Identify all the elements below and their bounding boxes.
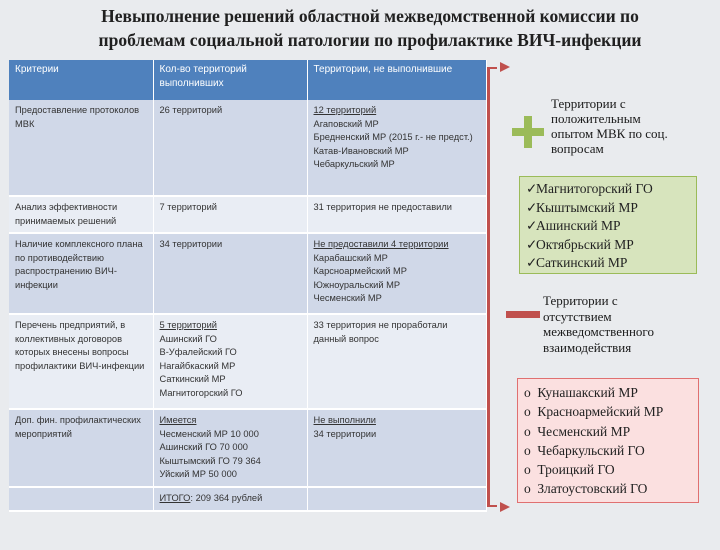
table-row [9, 409, 486, 487]
done-line: Ашинский ГО 70 000 [159, 442, 248, 452]
done-line: Уйский МР 50 000 [159, 469, 237, 479]
not-done-cell [307, 314, 486, 409]
not-done-head: Не выполнили [313, 415, 376, 425]
done-line: Ашинский ГО [159, 333, 217, 344]
positive-heading-line: вопросам [551, 141, 604, 156]
positive-list [519, 176, 697, 274]
circle-bullet-icon: o [524, 385, 531, 400]
done-cell [153, 233, 307, 314]
list-item: o Троицкий ГО [524, 460, 692, 479]
done-line: Саткинский МР [159, 374, 226, 384]
not-done-line: Карабашский МР [313, 252, 388, 263]
list-item: ✓Ашинский МР [526, 217, 690, 236]
list-item: ✓Саткинский МР [526, 254, 690, 273]
not-done-cell [307, 100, 486, 196]
positive-heading [551, 96, 701, 156]
list-item: o Кунашакский МР [524, 383, 692, 402]
done-line: Нагайбкаский МР [159, 360, 236, 371]
not-done-line: Южноуральский МР [313, 279, 401, 290]
header-done: Кол-во территорий выполнивших [153, 60, 307, 100]
table-total-row [9, 487, 486, 511]
not-done-line: 34 территории [313, 428, 377, 439]
not-done-cell [307, 233, 486, 314]
circle-bullet-icon: o [524, 462, 531, 478]
total-empty-cell [9, 487, 153, 511]
criterion-cell: Доп. фин. профилактических мероприятий [9, 409, 153, 487]
list-item: o Чесменский МР [524, 422, 692, 441]
title-line-2: проблемам социальной патологии по профилактике ВИЧ-инфекции [98, 30, 642, 50]
list-item: o Красноармейский МР [524, 402, 692, 421]
done-line: Чесменский МР 10 000 [159, 428, 259, 439]
criterion-cell: Перечень предприятий, в коллективных договоров которых внесены вопросы профилактики ВИЧ-инфекции [9, 314, 153, 409]
not-done-line: Карсноармейский МР [313, 266, 407, 276]
not-done-cell [307, 196, 486, 233]
page-title [40, 4, 700, 52]
negative-heading-line: отсутствием [543, 308, 612, 324]
not-done-cell [307, 409, 486, 487]
total-cell: ИТОГО: 209 364 рублей [153, 487, 307, 511]
not-done-line: Бредненский МР (2015 г.- не предст.) [313, 132, 473, 142]
list-item: o Златоустовский ГО [524, 479, 692, 498]
not-done-head: 12 территорий [313, 105, 377, 115]
criteria-table [9, 60, 487, 512]
done-head: Имеется [159, 415, 197, 425]
negative-heading-line: Территории с [543, 293, 618, 308]
negative-heading [543, 293, 693, 355]
table-row [9, 233, 486, 314]
negative-heading-line: межведомственного [543, 324, 654, 339]
not-done-line: 31 территория не предоставили [313, 202, 452, 212]
done-cell [153, 100, 307, 196]
done-head: 5 территорий [159, 320, 217, 330]
done-line: Магнитогорский ГО [159, 387, 243, 398]
total-label: ИТОГО [159, 493, 191, 503]
circle-bullet-icon: o [524, 481, 531, 497]
header-not-done: Территории, не выполнившие [307, 60, 486, 100]
checkmark-icon: ✓ [526, 199, 538, 215]
done-line: 34 территории [159, 239, 223, 249]
checkmark-icon: ✓ [526, 181, 538, 196]
plus-icon [512, 116, 544, 148]
not-done-line: Агаповский МР [313, 118, 379, 129]
total-empty-cell [307, 487, 486, 511]
not-done-line: Чебаркульский МР [313, 159, 395, 169]
criterion-cell: Предоставление протоколов МВК [9, 100, 153, 196]
done-cell [153, 196, 307, 233]
done-cell [153, 409, 307, 487]
title-line-1: Невыполнение решений областной межведомственной комиссии по [101, 6, 639, 26]
criterion-cell: Анализ эффективности принимаемых решений [9, 196, 153, 233]
circle-bullet-icon: o [524, 423, 531, 439]
positive-heading-line: Территории с [551, 96, 626, 111]
not-done-head: Не предоставили 4 территории [313, 239, 449, 249]
done-line: В-Уфалейский ГО [159, 347, 237, 357]
circle-bullet-icon: o [524, 404, 531, 420]
checkmark-icon: ✓ [526, 255, 538, 270]
header-criteria: Критерии [9, 60, 153, 100]
done-line: 26 территорий [159, 105, 223, 115]
circle-bullet-icon: o [524, 442, 531, 458]
list-item: ✓Октябрьский МР [526, 236, 690, 255]
grouping-bracket [487, 67, 497, 507]
total-value: 209 364 рублей [195, 493, 263, 503]
negative-list [517, 378, 699, 503]
list-item: ✓Кыштымский МР [526, 199, 690, 218]
positive-heading-line: положительным [551, 111, 641, 126]
table-header-row [9, 60, 486, 100]
arrow-bottom-icon [500, 502, 510, 512]
table-row [9, 196, 486, 233]
arrow-top-icon [500, 62, 510, 72]
checkmark-icon: ✓ [526, 218, 538, 233]
not-done-line: Чесменский МР [313, 293, 382, 303]
done-line: 7 территорий [159, 202, 217, 212]
table-row [9, 314, 486, 409]
list-item: o Чебаркульский ГО [524, 441, 692, 460]
done-line: Кыштымский ГО 79 364 [159, 455, 261, 466]
criterion-cell: Наличие комплексного плана по противодействию распространению ВИЧ-инфекции [9, 233, 153, 314]
positive-heading-line: опытом МВК по соц. [551, 126, 668, 141]
done-cell [153, 314, 307, 409]
minus-icon [506, 311, 540, 318]
checkmark-icon: ✓ [526, 236, 538, 252]
list-item: ✓Магнитогорский ГО [526, 180, 690, 199]
not-done-line: 33 территория не проработали данный вопрос [313, 320, 448, 344]
not-done-line: Катав-Ивановский МР [313, 145, 409, 156]
negative-heading-line: взаимодействия [543, 339, 632, 355]
table-row [9, 100, 486, 196]
